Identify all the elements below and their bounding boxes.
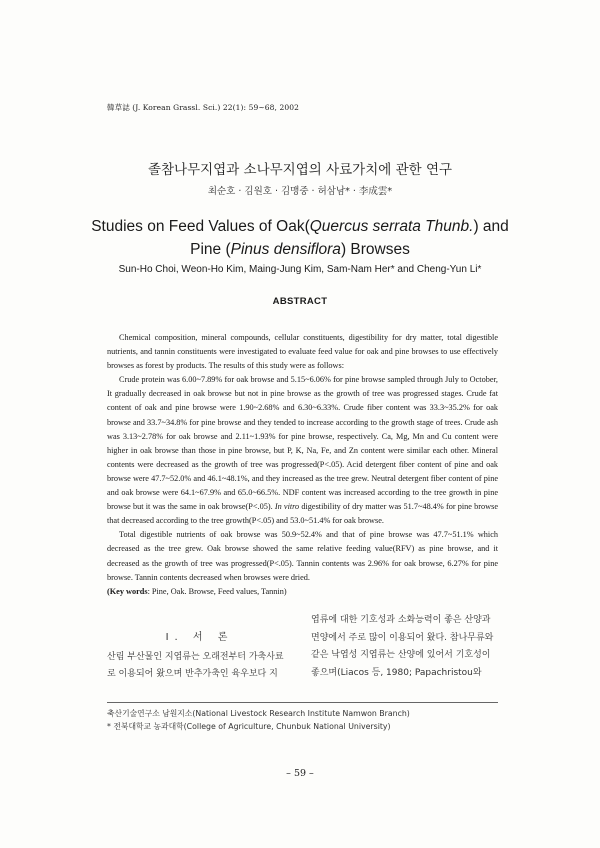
abstract-paragraph: Total digestible nutrients of oak browse was 50.9~52.4% and that of pine browse was 47.7~51.1% which decreased as the tree grew. Oak browse showed the same relative feeding value(RFV) as pine browse, and it decreased as the growth of tree was progressed(P<.05). Tannin contents was 2.96% for oak browse, 6.27% for pine browse. Tannin contents decreased when browses were dried.	[107, 530, 498, 582]
right-column: 엽류에 대한 기호성과 소화능력이 좋은 산양과 면양에서 주로 많이 이용되어 왔다. 참나무류와 같은 낙엽성 지엽류는 산양에 있어서 기호성이 좋으며(Liacos 등, 1980; Papachristou와	[311, 615, 494, 678]
abstract-paragraph: Chemical composition, mineral compounds, cellular constituents, digestibility for dry matter, total digestible nutrients, and tannin constituents were investigated to evaluate feed value for oak and pine browses to use effectively browses as forest by products. The results of this study were as follows:	[107, 333, 498, 371]
abstract-paragraph	[107, 373, 498, 528]
keywords-label: (Key words	[107, 586, 148, 596]
title-text: ) and	[473, 218, 509, 235]
footnote-divider	[107, 702, 498, 703]
journal-reference: 韓草誌 (J. Korean Grassl. Sci.) 22(1): 59~68, 2002	[107, 103, 299, 112]
footnote-affiliation: 축산기술연구소 남원지소(National Livestock Research Institute Namwon Branch)	[107, 709, 410, 718]
english-title-line1	[0, 218, 600, 236]
korean-authors: 최순호 · 김원호 · 김맹중 · 허삼남* · 李成雲*	[207, 186, 393, 197]
keywords	[107, 585, 498, 599]
korean-title: 졸참나무지엽과 소나무지엽의 사료가치에 관한 연구	[147, 162, 453, 178]
footnote-affiliation-2: * 전북대학교 농과대학(College of Agriculture, Chunbuk National University)	[107, 722, 391, 731]
page-number: – 59 –	[286, 768, 314, 779]
title-text: ) Browses	[340, 241, 410, 258]
species-name-pine: Pinus densiflora	[230, 241, 341, 258]
keywords-text: : Pine, Oak. Browse, Feed values, Tannin)	[147, 586, 287, 596]
left-column	[107, 629, 292, 684]
abstract-body	[107, 331, 498, 599]
title-text: Studies on Feed Values of Oak(	[91, 218, 310, 235]
abstract-text: digestibility of dry matter was 51.7~48.4% for pine browse that decreased according to the tree growth(P<.05) and 53.0~51.4% for oak browse.	[107, 502, 498, 526]
abstract-text: Crude protein was 6.00~7.89% for oak browse and 5.15~6.06% for pine browse sampled through July to October, It gradually decreased in oak browse but not in pine browse as the growth of tree was progressed stages. Crude fat content of oak and pine browse were 1.90~2.68% and 6.30~6.33%. Crude fiber content was 33.3~35.2% for oak browse and 33.7~34.8% for pine browse and they tended to increase according to the growth stage of trees. Crude ash was 3.13~2.78% for oak browse and 2.11~1.93% for pine browse, respectively. Ca, Mg, Mn and Cu content were higher in oak browse than those in pine browse, but P, K, Na, Fe, and Zn content were similar each other. Mineral contents were decreased as the growth of tree was progressed(P<.05). Acid detergent fiber content of pine and oak browse were 47.7~52.0% and 46.1~48.1%, and they increased as the tree grew. Neutral detergent fiber content of pine and oak browse were 64.1~67.9% and 65.0~66.5%. NDF content was increased according to the tree growth in pine browse but it was the same in oak browse(P<.05).	[107, 375, 498, 512]
species-name-oak: Quercus serrata Thunb.	[309, 218, 474, 235]
section-heading: Ⅰ. 서 론	[165, 632, 234, 643]
title-text: Pine (	[190, 241, 231, 258]
abstract-heading: ABSTRACT	[272, 296, 328, 307]
english-authors: Sun-Ho Choi, Weon-Ho Kim, Maing-Jung Kim, Sam-Nam Her* and Cheng-Yun Li*	[118, 264, 482, 275]
abstract-italic: In vitro	[274, 502, 300, 512]
left-column-text: 산림 부산물인 지엽류는 오래전부터 가축사료로 이용되어 왔으며 반추가축인 육우보다 지	[107, 651, 284, 679]
english-title-line2	[0, 241, 600, 259]
